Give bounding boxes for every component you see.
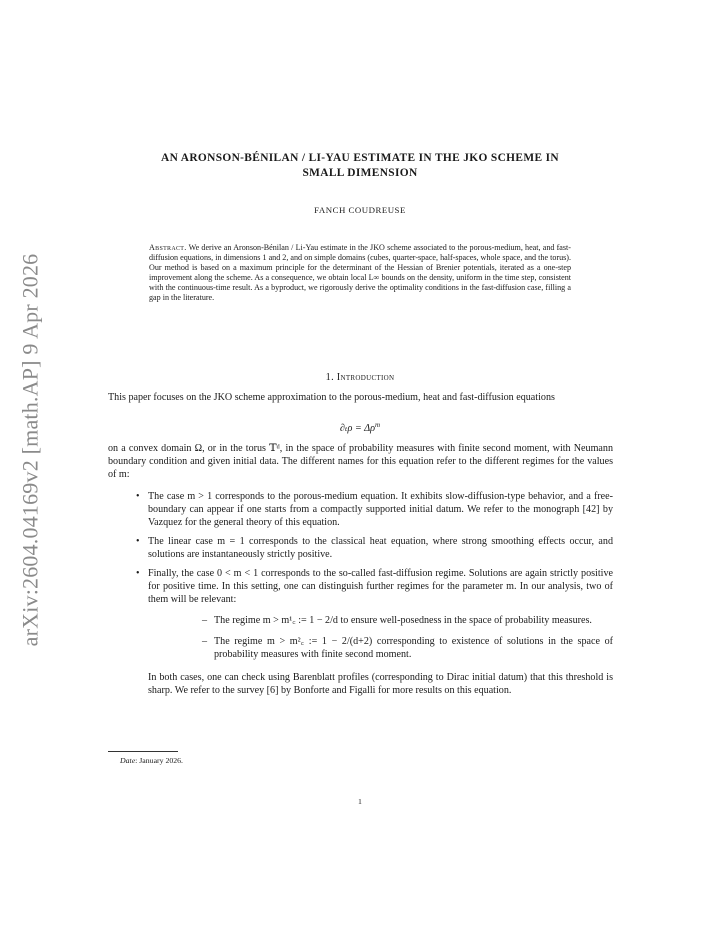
section-heading bbox=[100, 372, 620, 383]
equation-exponent: m bbox=[375, 421, 381, 429]
footnote-rule bbox=[108, 751, 178, 752]
abstract-text: We derive an Aronson-Bénilan / Li-Yau estimate in the JKO scheme associated to the porous-medium, heat, and fast-diffusion equations, in dimensions 1 and 2, and on simple domains (cubes, quarter-space, half-spaces, whole space, and the torus). Our method is based on a maximum principle for the determinant of the Hessian of Brenier potentials, iterated as a one-step improvement along the scheme. As a consequence, we obtain local L∞ bounds on the density, uniform in the time step, consistent with the continuous-time result. As a byproduct, we rigorously derive the optimality conditions in the fast-diffusion case, filling a gap in the literature. bbox=[149, 243, 571, 303]
dash-marker: – bbox=[202, 636, 208, 647]
footnote bbox=[120, 756, 183, 765]
sub-list-item bbox=[148, 614, 613, 627]
author-name: FANCH COUDREUSE bbox=[314, 205, 406, 215]
arxiv-identifier: arXiv:2604.04169v2 [math.AP] 9 Apr 2026 bbox=[17, 253, 42, 647]
bullet-marker: • bbox=[136, 491, 140, 502]
bullet-marker: • bbox=[136, 536, 140, 547]
list-item-text: Finally, the case 0 < m < 1 corresponds to the so-called fast-diffusion regime. Solutions are again strictly positive for positive time. In this setting, one can distinguish further regimes for the parameter m. In our analysis, two of them will be relevant: bbox=[148, 568, 613, 605]
footnote-text: : January 2026. bbox=[135, 756, 184, 765]
display-equation bbox=[100, 421, 620, 434]
bullet-marker: • bbox=[136, 568, 140, 579]
regimes-paragraph: on a convex domain Ω, or in the torus 𝕋ᵈ, in the space of probability measures with finite second moment, with Neumann boundary condition and given initial data. The different names for this equation refer to the different regimes for the values of m: bbox=[108, 443, 613, 480]
closing-paragraph: In both cases, one can check using Barenblatt profiles (corresponding to Dirac initial datum) that this threshold is sharp. We refer to the survey [6] by Bonforte and Figalli for more results on this equation. bbox=[148, 672, 613, 696]
title-line-2: SMALL DIMENSION bbox=[302, 166, 418, 179]
equation-body: ∂ₜρ = Δρ bbox=[339, 423, 376, 434]
paper-title bbox=[100, 151, 620, 180]
section-number: 1. bbox=[325, 372, 334, 383]
title-line-1: AN ARONSON-BÉNILAN / LI-YAU ESTIMATE IN THE JKO SCHEME IN bbox=[161, 152, 559, 164]
list-item-text: The case m > 1 corresponds to the porous-medium equation. It exhibits slow-diffusion-type behavior, and a free-boundary can appear if one starts from a compactly supported initial datum. We refer to the monograph [42] by Vazquez for the general theory of this equation. bbox=[148, 491, 613, 528]
list-item bbox=[108, 567, 613, 661]
abstract-label: Abstract. bbox=[149, 243, 187, 252]
list-item bbox=[108, 535, 613, 561]
list-item-text: The linear case m = 1 corresponds to the classical heat equation, where strong smoothing effects occur, and solutions are instantaneously strictly positive. bbox=[148, 536, 613, 560]
sub-list-item-text: The regime m > m¹꜀ := 1 − 2/d to ensure well-posedness in the space of probability measures. bbox=[214, 615, 592, 626]
regime-list bbox=[108, 490, 613, 667]
section-title-text: Introduction bbox=[336, 372, 395, 383]
intro-paragraph: This paper focuses on the JKO scheme approximation to the porous-medium, heat and fast-diffusion equations bbox=[108, 392, 555, 403]
arxiv-stamp bbox=[12, 250, 48, 650]
abstract bbox=[149, 243, 571, 304]
page-number: 1 bbox=[358, 797, 362, 806]
footnote-label: Date bbox=[120, 756, 136, 765]
dash-marker: – bbox=[202, 615, 208, 626]
list-item bbox=[108, 490, 613, 529]
sub-list-item bbox=[148, 635, 613, 661]
sub-list-item-text: The regime m > m²꜀ := 1 − 2/(d+2) corresponding to existence of solutions in the space of probability measures with finite second moment. bbox=[214, 636, 613, 660]
